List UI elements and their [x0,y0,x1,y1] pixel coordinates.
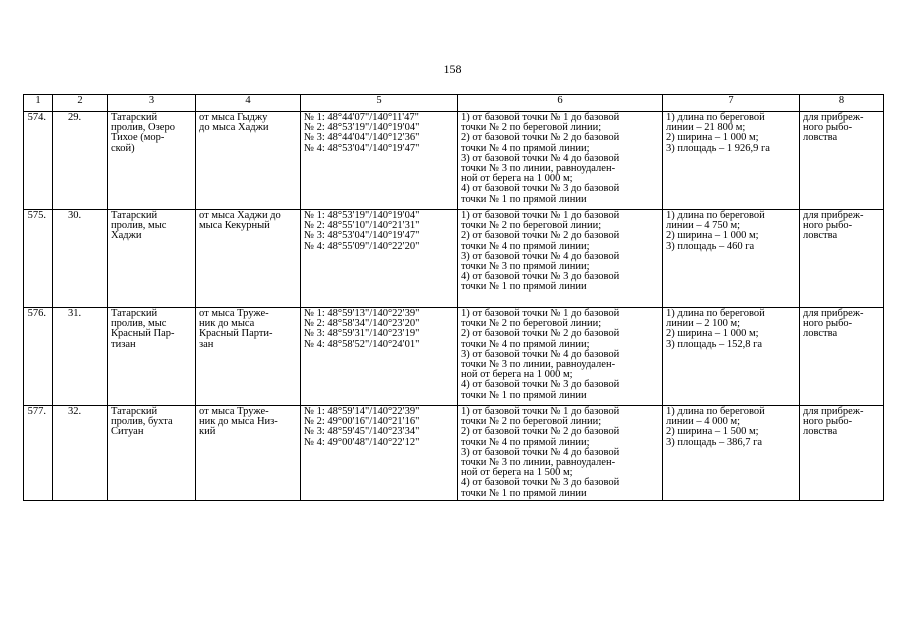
header-cell: 6 [458,95,663,112]
row-sub-number: 29. [53,112,108,210]
boundary-description: 1) от базовой точки № 1 до базовой точки № 2 по береговой линии; 2) от базовой точки № 2 до базовой точки № 4 по прямой линии; 3) от базовой точки № 4 до базовой точки № 3 по прямой линии; 4) от базовой точки № 3 до базовой точки № 1 по прямой линии [458,210,663,308]
base-point-coordinates: № 1: 48°59'13"/140°22'39" № 2: 48°58'34"/140°23'20" № 3: 48°59'31"/140°23'19" № 4: 48°58'52"/140°24'01" [301,308,458,406]
boundary-description: 1) от базовой точки № 1 до базовой точки № 2 по береговой линии; 2) от базовой точки № 2 до базовой точки № 4 по прямой линии; 3) от базовой точки № 4 до базовой точки № 3 по линии, равноудален- ной от берега на 1 000 м; 4) от базовой точки № 3 до базовой точки № 1 по прямой линии [458,112,663,210]
fishing-areas-table [23,94,884,501]
header-cell: 5 [301,95,458,112]
row-number: 577. [24,406,53,501]
area-bounds: от мыса Труже- ник до мыса Красный Парти- зан [196,308,301,406]
row-number: 576. [24,308,53,406]
base-point-coordinates: № 1: 48°53'19"/140°19'04" № 2: 48°55'10"/140°21'31" № 3: 48°53'04"/140°19'47" № 4: 48°55'09"/140°22'20" [301,210,458,308]
row-sub-number: 32. [53,406,108,501]
boundary-description: 1) от базовой точки № 1 до базовой точки № 2 по береговой линии; 2) от базовой точки № 2 до базовой точки № 4 по прямой линии; 3) от базовой точки № 4 до базовой точки № 3 по линии, равноудален- ной от берега на 1 000 м; 4) от базовой точки № 3 до базовой точки № 1 по прямой линии [458,308,663,406]
header-cell: 7 [663,95,800,112]
boundary-description: 1) от базовой точки № 1 до базовой точки № 2 по береговой линии; 2) от базовой точки № 2 до базовой точки № 4 по прямой линии; 3) от базовой точки № 4 до базовой точки № 3 по линии, равноудален- ной от берега на 1 500 м; 4) от базовой точки № 3 до базовой точки № 1 по прямой линии [458,406,663,501]
area-purpose: для прибреж- ного рыбо- ловства [800,210,884,308]
area-purpose: для прибреж- ного рыбо- ловства [800,406,884,501]
row-number: 575. [24,210,53,308]
area-bounds: от мыса Хаджи до мыса Кекурный [196,210,301,308]
place-name: Татарский пролив, Озеро Тихое (мор- ской) [108,112,196,210]
place-name: Татарский пролив, мыс Хаджи [108,210,196,308]
table-row [24,308,884,406]
area-bounds: от мыса Гыджу до мыса Хаджи [196,112,301,210]
header-cell: 4 [196,95,301,112]
area-parameters: 1) длина по береговой линии – 21 800 м; 2) ширина – 1 000 м; 3) площадь – 1 926,9 га [663,112,800,210]
area-parameters: 1) длина по береговой линии – 4 000 м; 2) ширина – 1 500 м; 3) площадь – 386,7 га [663,406,800,501]
table-row [24,406,884,501]
table-row [24,112,884,210]
page-number: 158 [443,62,462,76]
row-number: 574. [24,112,53,210]
area-purpose: для прибреж- ного рыбо- ловства [800,308,884,406]
place-name: Татарский пролив, бухта Ситуан [108,406,196,501]
header-cell: 2 [53,95,108,112]
table-row [24,210,884,308]
header-cell: 8 [800,95,884,112]
header-cell: 1 [24,95,53,112]
base-point-coordinates: № 1: 48°44'07"/140°11'47" № 2: 48°53'19"/140°19'04" № 3: 48°44'04"/140°12'36" № 4: 48°53'04"/140°19'47" [301,112,458,210]
base-point-coordinates: № 1: 48°59'14"/140°22'39" № 2: 49°00'16"/140°21'16" № 3: 48°59'45"/140°23'34" № 4: 49°00'48"/140°22'12" [301,406,458,501]
area-bounds: от мыса Труже- ник до мыса Низ- кий [196,406,301,501]
header-row [24,95,884,112]
row-sub-number: 30. [53,210,108,308]
area-parameters: 1) длина по береговой линии – 4 750 м; 2) ширина – 1 000 м; 3) площадь – 460 га [663,210,800,308]
place-name: Татарский пролив, мыс Красный Пар- тизан [108,308,196,406]
area-purpose: для прибреж- ного рыбо- ловства [800,112,884,210]
header-cell: 3 [108,95,196,112]
area-parameters: 1) длина по береговой линии – 2 100 м; 2) ширина – 1 000 м; 3) площадь – 152,8 га [663,308,800,406]
row-sub-number: 31. [53,308,108,406]
